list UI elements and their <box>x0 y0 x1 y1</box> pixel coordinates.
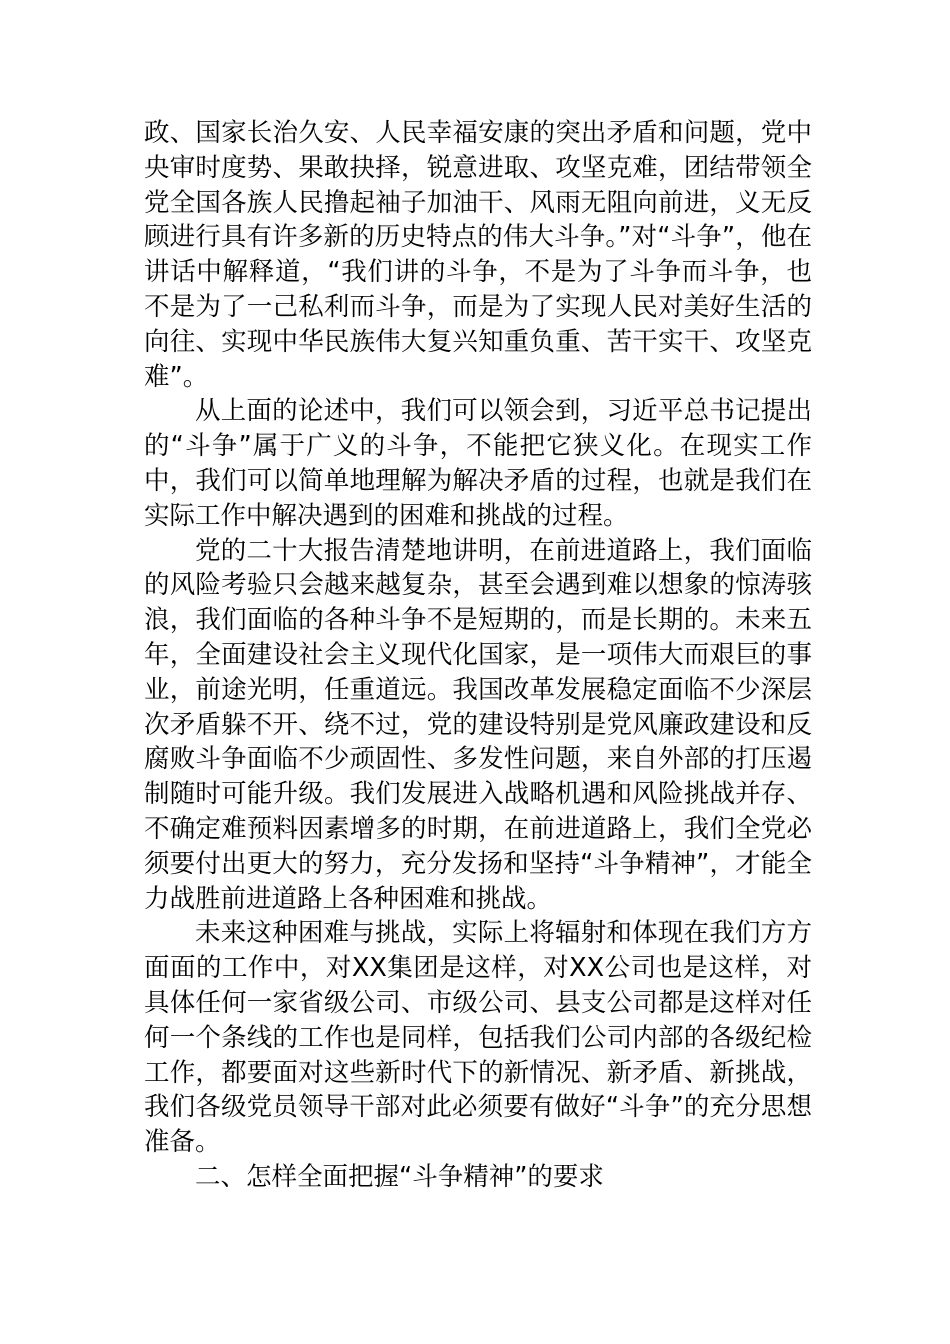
paragraph-challenges: 未来这种困难与挑战，实际上将辐射和体现在我们方方面面的工作中，对XX集团是这样，对XX公司也是这样，对具体任何一家省级公司、市级公司、县支公司都是这样对任何一个条线的工作也是同样，包括我们公司内部的各级纪检工作，都要面对这些新时代下的新情况、新矛盾、新挑战，我们各级党员领导干部对此必须要有做好“斗争”的充分思想准备。 <box>144 918 812 1158</box>
paragraph-report: 党的二十大报告清楚地讲明，在前进道路上，我们面临的风险考验只会越来越复杂，甚至会遇到难以想象的惊涛骇浪，我们面临的各种斗争不是短期的，而是长期的。未来五年，全面建设社会主义现代化国家，是一项伟大而艰巨的事业，前途光明，任重道远。我国改革发展稳定面临不少深层次矛盾躲不开、绕不过，党的建设特别是党风廉政建设和反腐败斗争面临不少顽固性、多发性问题，来自外部的打压遏制随时可能升级。我们发展进入战略机遇和风险挑战并存、不确定难预料因素增多的时期，在前进道路上，我们全党必须要付出更大的努力，充分发扬和坚持“斗争精神”，才能全力战胜前进道路上各种困难和挑战。 <box>144 535 812 914</box>
section-heading: 二、怎样全面把握“斗争精神”的要求 <box>195 1161 604 1192</box>
document-page <box>144 116 812 1195</box>
paragraph-continuation: 政、国家长治久安、人民幸福安康的突出矛盾和问题，党中央审时度势、果敢抉择，锐意进取、攻坚克难，团结带领全党全国各族人民撸起袖子加油干、风雨无阻向前进，义无反顾进行具有许多新的历史特点的伟大斗争。”对“斗争”，他在讲话中解释道，“我们讲的斗争，不是为了斗争而斗争，也不是为了一己私利而斗争，而是为了实现人民对美好生活的向往、实现中华民族伟大复兴知重负重、苦干实干、攻坚克难”。 <box>144 118 812 392</box>
paragraph-interpretation: 从上面的论述中，我们可以领会到，习近平总书记提出的“斗争”属于广义的斗争，不能把它狭义化。在现实工作中，我们可以简单地理解为解决矛盾的过程，也就是我们在实际工作中解决遇到的困难和挑战的过程。 <box>144 396 812 531</box>
